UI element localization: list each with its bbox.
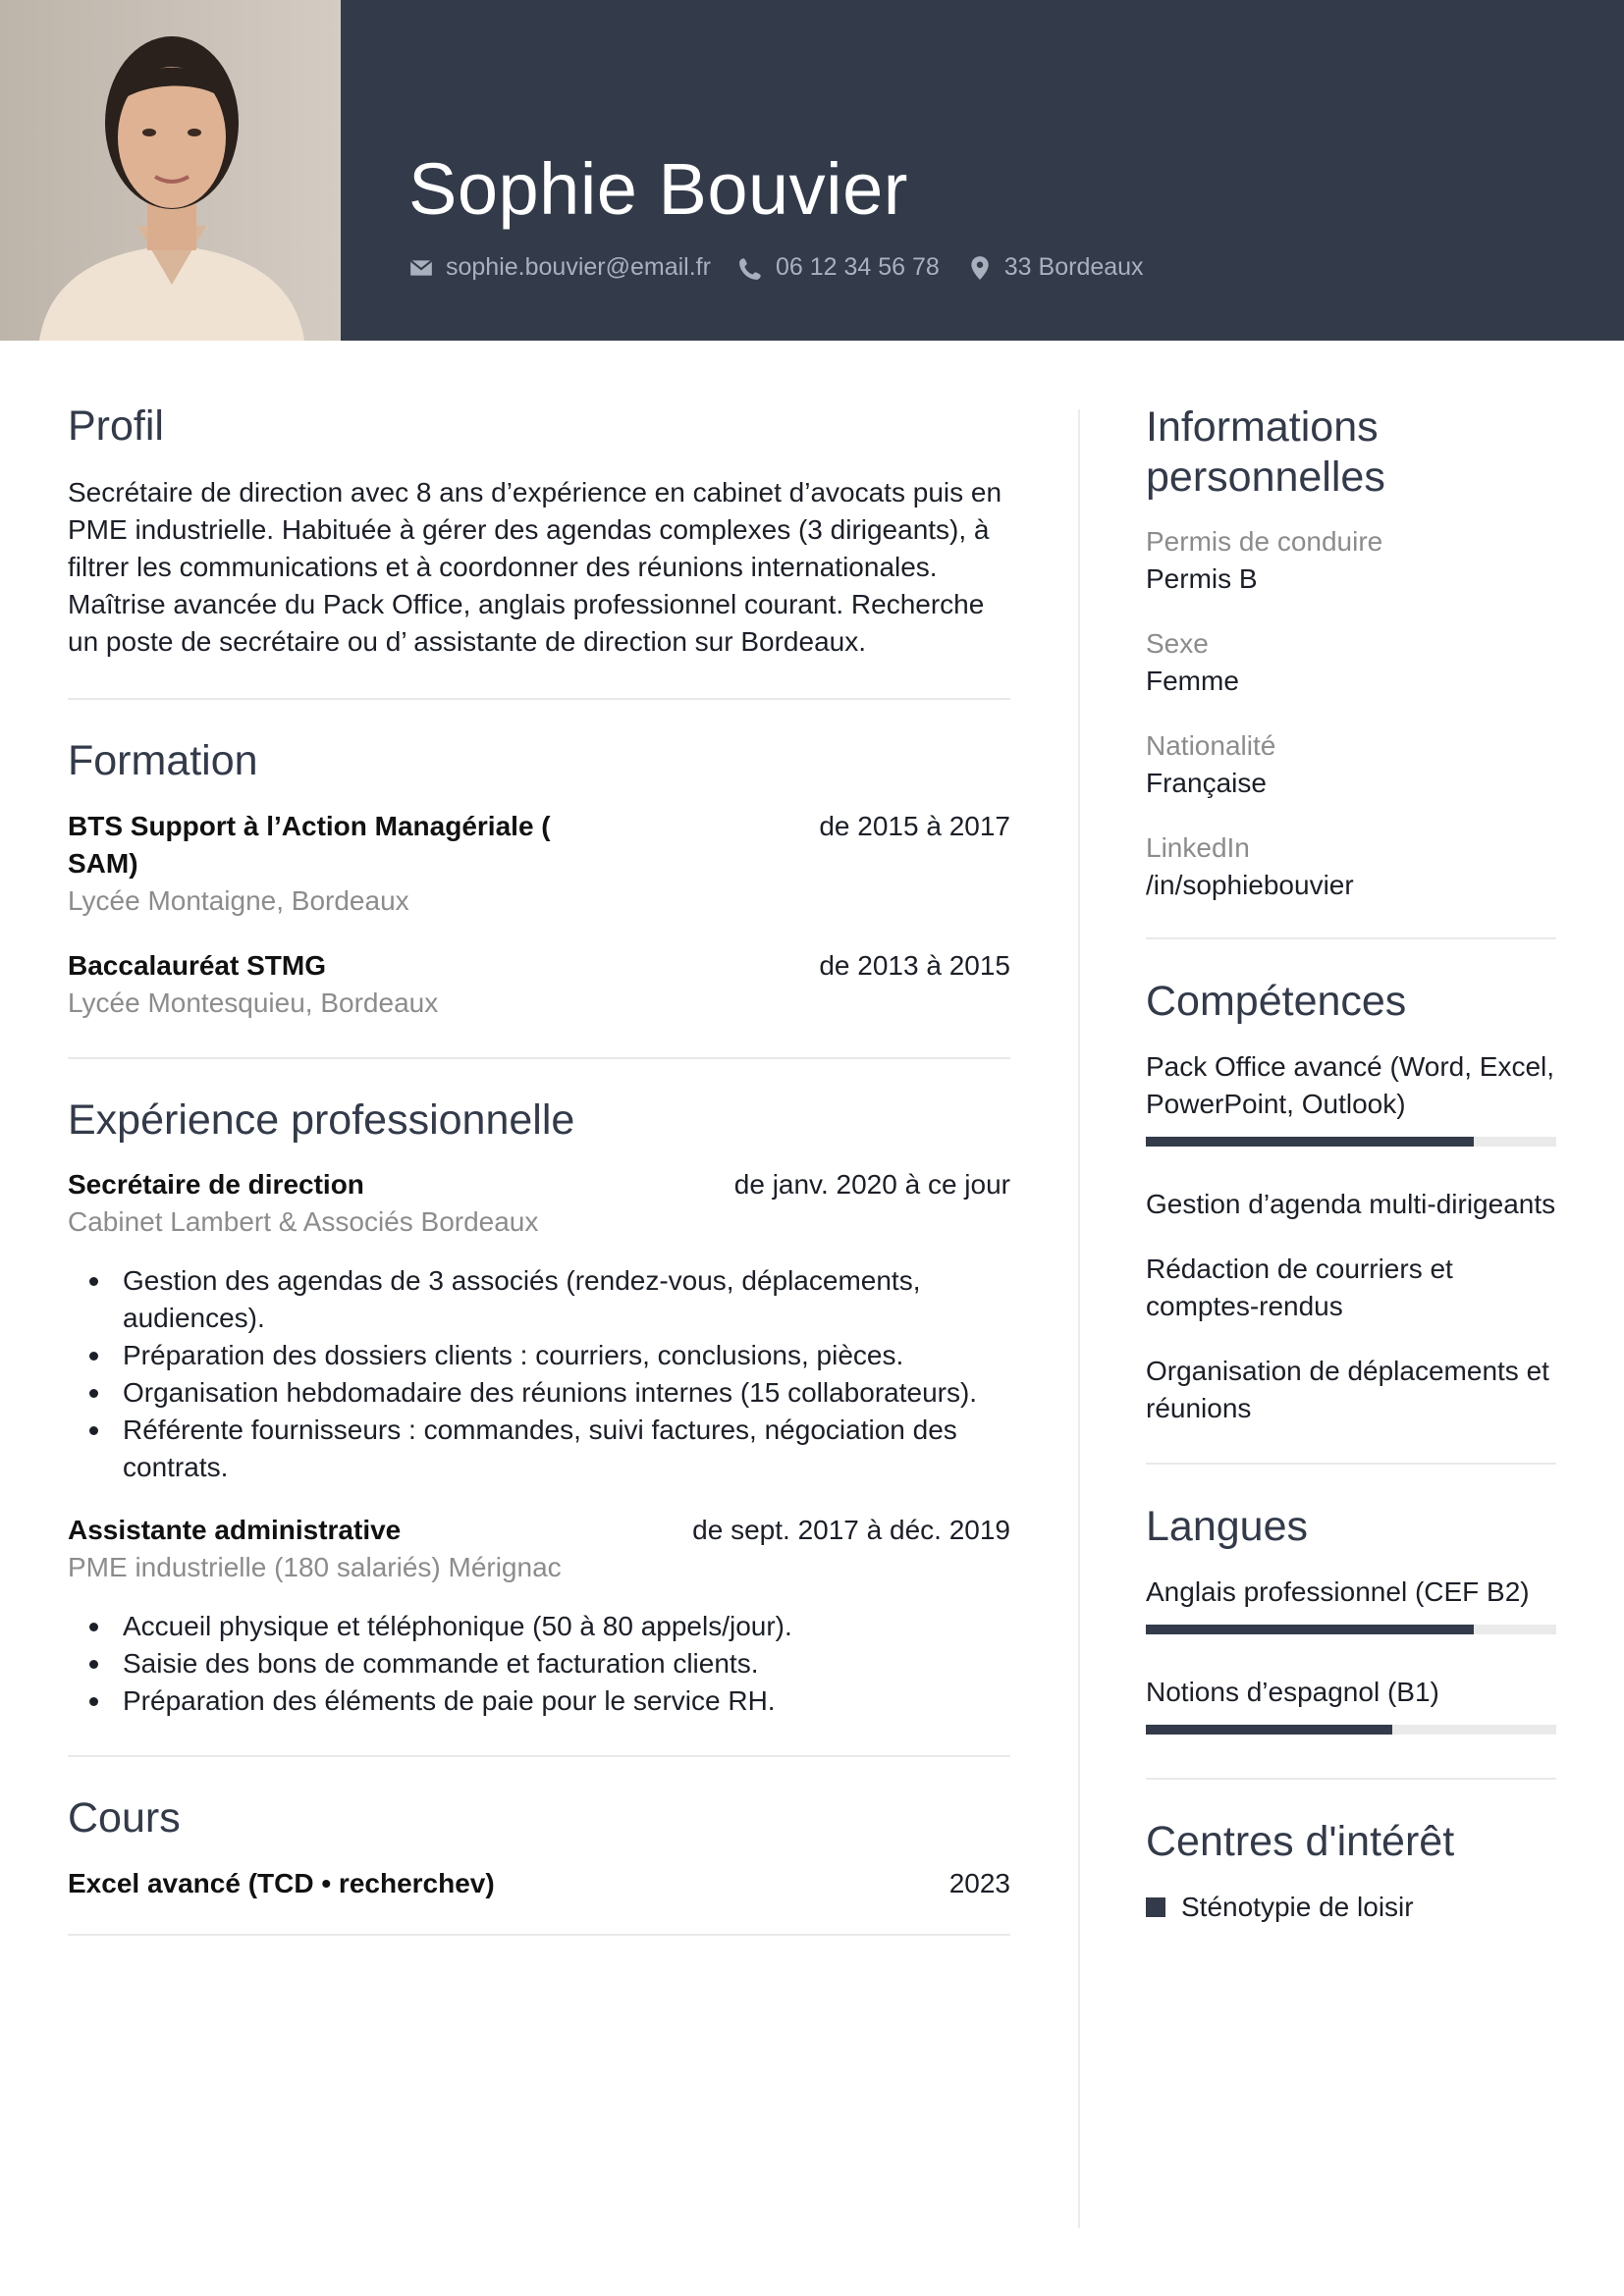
entry-title: BTS Support à l’Action Managériale ( SAM): [68, 810, 551, 879]
skill-bar: [1146, 1137, 1556, 1147]
contact-bar: [408, 253, 1171, 282]
list-item: Organisation hebdomadaire des réunions internes (15 collaborateurs).: [68, 1374, 1010, 1412]
entry-title: Baccalauréat STMG: [68, 949, 326, 981]
entry-place: Lycée Montaigne, Bordeaux: [68, 884, 409, 916]
language-label: Notions d’espagnol (B1): [1146, 1676, 1439, 1707]
interests-section: [1146, 1780, 1556, 1926]
column-divider: [1078, 409, 1080, 2228]
entry-title: Excel avancé (TCD • recherchev): [68, 1867, 495, 1898]
section-title: Centres d'intérêt: [1146, 1817, 1455, 1865]
bullet-list: [68, 1608, 1010, 1720]
education-item: [68, 808, 1010, 920]
entry-place: Lycée Montesquieu, Bordeaux: [68, 987, 439, 1018]
entry-title: Secrétaire de direction: [68, 1169, 364, 1201]
info-item: [1146, 523, 1556, 598]
entry-place: PME industrielle (180 salariés) Mérignac: [68, 1552, 562, 1583]
list-item: Saisie des bons de commande et facturation clients.: [68, 1645, 1010, 1682]
section-title: Compétences: [1146, 978, 1407, 1026]
map-pin-icon: [967, 255, 993, 281]
info-item: [1146, 727, 1556, 802]
info-item: [1146, 625, 1556, 700]
info-value: Française: [1146, 768, 1267, 799]
entry-title: Assistante administrative: [68, 1515, 402, 1546]
profile-photo: [0, 0, 341, 341]
skill-label: Pack Office avancé (Word, Excel, PowerPoint, Outlook): [1146, 1051, 1555, 1120]
courses-section: [68, 1757, 1010, 1935]
skill-item: [1146, 1048, 1556, 1147]
linkedin-link[interactable]: /in/sophiebouvier: [1146, 870, 1354, 901]
info-item: [1146, 829, 1556, 904]
entry-place: Cabinet Lambert & Associés Bordeaux: [68, 1206, 539, 1238]
list-item: Accueil physique et téléphonique (50 à 80 appels/jour).: [68, 1608, 1010, 1645]
info-label: Sexe: [1146, 628, 1209, 660]
skill-label: Organisation de déplacements et réunions: [1146, 1356, 1549, 1424]
skill-label: Gestion d’agenda multi-dirigeants: [1146, 1189, 1556, 1220]
entry-date: de 2015 à 2017: [819, 810, 1010, 841]
info-value: Femme: [1146, 666, 1239, 697]
course-item: [68, 1865, 1010, 1902]
portrait-illustration: [0, 0, 341, 341]
language-label: Anglais professionnel (CEF B2): [1146, 1575, 1530, 1607]
contact-email[interactable]: [408, 253, 711, 282]
list-item: Gestion des agendas de 3 associés (rendez-vous, déplacements, audiences).: [68, 1262, 1010, 1337]
skills-section: [1146, 939, 1556, 1465]
bullet-list: [68, 1262, 1010, 1486]
entry-date: 2023: [948, 1867, 1010, 1898]
header-banner: [0, 0, 1624, 341]
profile-section: [68, 402, 1010, 700]
skill-bar-fill: [1146, 1137, 1474, 1147]
entry-date: de 2013 à 2015: [819, 949, 1010, 981]
language-bar-fill: [1146, 1725, 1392, 1735]
interest-label: Sténotypie de loisir: [1181, 1891, 1414, 1922]
phone-icon: [738, 255, 764, 281]
language-bar: [1146, 1725, 1556, 1735]
candidate-name: Sophie Bouvier: [408, 148, 908, 230]
skill-label: Rédaction de courriers et comptes-rendus: [1146, 1254, 1453, 1322]
location-text: 33 Bordeaux: [1003, 253, 1144, 281]
section-title: Expérience professionnelle: [68, 1095, 575, 1144]
list-item: Référente fournisseurs : commandes, suivi factures, négociation des contrats.: [68, 1412, 1010, 1486]
entry-date: de sept. 2017 à déc. 2019: [692, 1515, 1010, 1546]
entry-date: de janv. 2020 à ce jour: [733, 1169, 1010, 1201]
profile-text: Secrétaire de direction avec 8 ans d’expérience en cabinet d’avocats puis en PME industrielle. Habituée à gérer des agendas complexes (3 dirigeants), à filtrer les communications et à coordonner des réunions internationales. Maîtrise avancée du Pack Office, anglais professionnel courant. Recherche un poste de secrétaire ou d’ assistante de direction sur Bordeaux.: [68, 477, 1002, 658]
list-item: Préparation des éléments de paie pour le service RH.: [68, 1682, 1010, 1720]
section-title: Informations personnelles: [1146, 403, 1385, 501]
section-title: Langues: [1146, 1503, 1308, 1551]
skill-item: [1146, 1353, 1556, 1427]
language-bar: [1146, 1625, 1556, 1634]
email-text: sophie.bouvier@email.fr: [446, 253, 711, 281]
skill-item: [1146, 1186, 1556, 1223]
languages-section: [1146, 1465, 1556, 1780]
section-title: Profil: [68, 402, 164, 450]
info-label: Permis de conduire: [1146, 526, 1383, 558]
education-section: [68, 700, 1010, 1058]
interest-item: [1146, 1889, 1556, 1926]
personal-info-section: [1146, 402, 1556, 939]
info-label: Nationalité: [1146, 730, 1276, 762]
side-column: [1146, 402, 1556, 1926]
envelope-icon: [408, 255, 434, 281]
contact-location: [967, 253, 1144, 282]
contact-phone[interactable]: [738, 253, 940, 282]
experience-section: [68, 1059, 1010, 1757]
language-item: [1146, 1574, 1556, 1634]
info-value: Permis B: [1146, 563, 1258, 595]
list-item: Préparation des dossiers clients : courriers, conclusions, pièces.: [68, 1337, 1010, 1374]
language-bar-fill: [1146, 1625, 1474, 1634]
experience-item: [68, 1512, 1010, 1720]
section-title: Cours: [68, 1794, 181, 1842]
language-item: [1146, 1674, 1556, 1735]
info-label: LinkedIn: [1146, 832, 1250, 864]
phone-text: 06 12 34 56 78: [775, 253, 940, 281]
experience-item: [68, 1166, 1010, 1486]
education-item: [68, 947, 1010, 1022]
main-column: [68, 402, 1010, 1936]
skill-item: [1146, 1251, 1556, 1325]
square-bullet-icon: [1146, 1897, 1165, 1917]
section-title: Formation: [68, 737, 258, 785]
